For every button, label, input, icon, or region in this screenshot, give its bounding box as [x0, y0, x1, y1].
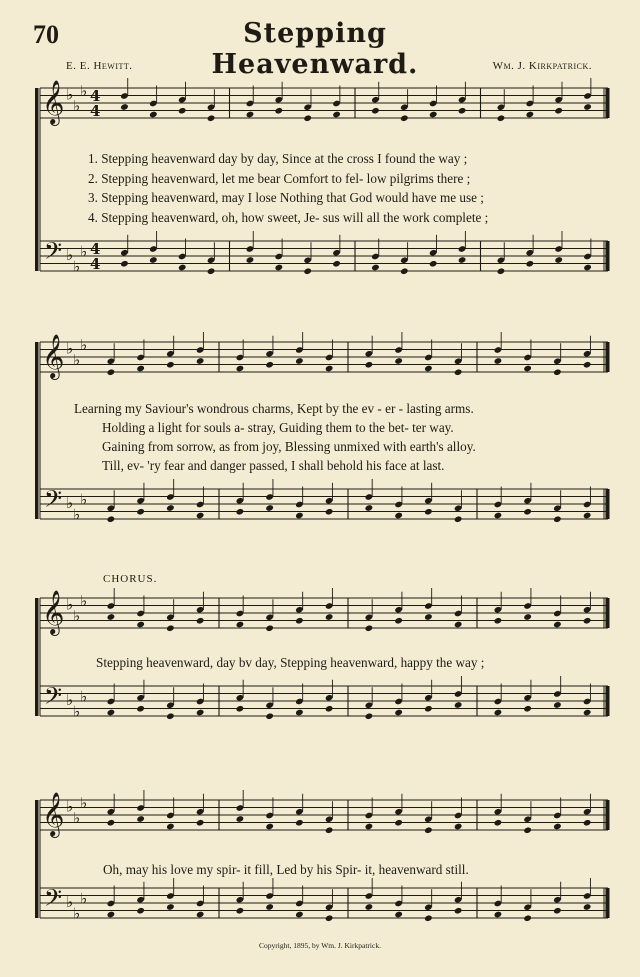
note-head — [136, 705, 145, 713]
note-head — [275, 264, 284, 272]
time-signature: 4 — [90, 240, 101, 258]
note-head — [424, 914, 433, 922]
note-head — [149, 256, 158, 264]
note-head — [303, 267, 312, 275]
note-head — [265, 361, 274, 369]
note-head — [494, 512, 503, 520]
note-head — [295, 357, 304, 365]
bass-clef-icon: 𝄢 — [44, 682, 63, 715]
note-head — [523, 914, 532, 922]
flat-icon: ♭ — [73, 257, 81, 276]
note-head — [325, 365, 334, 373]
note-head — [136, 365, 145, 373]
note-head — [196, 357, 205, 365]
note-head — [166, 624, 175, 632]
note-head — [178, 107, 187, 115]
note-head — [365, 712, 374, 720]
flat-icon: ♭ — [80, 793, 88, 812]
note-head — [365, 504, 374, 512]
note-head — [553, 701, 562, 709]
note-head — [494, 819, 503, 827]
note-head — [107, 613, 116, 621]
note-head — [454, 701, 463, 709]
note-head — [365, 361, 374, 369]
note-head — [494, 709, 503, 717]
note-head — [236, 365, 245, 373]
note-head — [497, 267, 506, 275]
note-head — [553, 368, 562, 376]
note-head — [554, 107, 563, 115]
verse-2-line: 2. Stepping heavenward, let me bear Comfort to fel- low pilgrims there ; — [88, 171, 471, 186]
composer-credit: Wm. J. Kirkpatrick. — [492, 60, 592, 72]
note-head — [400, 114, 409, 122]
note-head — [454, 907, 463, 915]
note-head — [494, 357, 503, 365]
note-head — [325, 613, 334, 621]
note-head — [265, 504, 274, 512]
chorus-line: Oh, may his love my spir- it fill, Led by his Spir- it, heavenward still. — [103, 862, 469, 877]
note-head — [196, 512, 205, 520]
flat-icon: ♭ — [73, 505, 81, 524]
flat-icon: ♭ — [80, 81, 88, 100]
note-head — [207, 114, 216, 122]
flat-icon: ♭ — [66, 893, 74, 911]
note-head — [523, 826, 532, 834]
note-head — [454, 368, 463, 376]
note-head — [325, 914, 334, 922]
note-head — [454, 823, 463, 831]
note-head — [394, 911, 403, 919]
system-bracket — [35, 88, 39, 271]
flat-icon: ♭ — [66, 494, 74, 512]
note-head — [325, 826, 334, 834]
note-head — [207, 267, 216, 275]
note-head — [295, 911, 304, 919]
note-head — [454, 621, 463, 629]
flat-icon: ♭ — [80, 490, 88, 509]
treble-clef-icon: 𝄞 — [42, 792, 65, 836]
note-head — [166, 712, 175, 720]
note-head — [583, 819, 592, 827]
note-head — [494, 911, 503, 919]
note-head — [236, 621, 245, 629]
note-head — [236, 815, 245, 823]
bass-clef-icon: 𝄢 — [44, 884, 63, 917]
note-head — [424, 826, 433, 834]
note-head — [196, 819, 205, 827]
note-head — [236, 907, 245, 915]
flat-icon: ♭ — [66, 595, 74, 614]
note-head — [107, 368, 116, 376]
note-head — [107, 911, 116, 919]
flat-icon: ♭ — [66, 85, 74, 104]
note-head — [424, 508, 433, 516]
note-head — [583, 903, 592, 911]
note-head — [553, 621, 562, 629]
note-head — [424, 613, 433, 621]
note-head — [429, 260, 438, 268]
verse-1-line: 1. Stepping heavenward day by day, Since at the cross I found the way ; — [88, 151, 468, 166]
note-head — [166, 823, 175, 831]
note-head — [365, 823, 374, 831]
note-head — [295, 617, 304, 625]
note-head — [236, 508, 245, 516]
note-head — [494, 617, 503, 625]
note-head — [454, 515, 463, 523]
note-head — [583, 512, 592, 520]
note-head — [583, 617, 592, 625]
note-head — [429, 111, 438, 119]
note-head — [265, 823, 274, 831]
note-head — [332, 111, 341, 119]
flat-icon: ♭ — [80, 889, 88, 908]
note-head — [196, 709, 205, 717]
note-head — [526, 111, 535, 119]
note-head — [394, 709, 403, 717]
note-head — [265, 903, 274, 911]
note-head — [583, 264, 592, 272]
note-head — [166, 903, 175, 911]
verse-3-line: 3. Stepping heavenward, may I lose Nothing that God would have me use ; — [88, 190, 484, 205]
note-head — [149, 111, 158, 119]
note-head — [136, 508, 145, 516]
note-head — [136, 907, 145, 915]
note-head — [325, 508, 334, 516]
treble-clef-icon: 𝄞 — [42, 334, 65, 378]
note-head — [236, 705, 245, 713]
note-head — [394, 819, 403, 827]
note-head — [583, 709, 592, 717]
note-head — [365, 903, 374, 911]
note-head — [523, 705, 532, 713]
flat-icon: ♭ — [80, 335, 88, 354]
treble-clef-icon: 𝄞 — [42, 590, 65, 634]
flat-icon: ♭ — [73, 808, 81, 827]
flat-icon: ♭ — [66, 246, 74, 264]
note-head — [365, 624, 374, 632]
note-head — [265, 624, 274, 632]
note-head — [107, 819, 116, 827]
treble-clef-icon: 𝄞 — [42, 80, 65, 124]
chorus-line: Stepping heavenward, day bv day, Stepping heavenward, happy the way ; — [96, 655, 485, 670]
note-head — [178, 264, 187, 272]
note-head — [394, 512, 403, 520]
note-head — [371, 107, 380, 115]
note-head — [553, 823, 562, 831]
system-bracket — [35, 342, 39, 519]
note-head — [295, 819, 304, 827]
lyricist-credit: E. E. Hewitt. — [66, 60, 133, 72]
note-head — [497, 114, 506, 122]
note-head — [553, 907, 562, 915]
note-head — [120, 260, 129, 268]
note-head — [424, 705, 433, 713]
flat-icon: ♭ — [80, 687, 88, 706]
flat-icon: ♭ — [73, 350, 81, 369]
note-head — [166, 504, 175, 512]
note-head — [196, 911, 205, 919]
note-head — [295, 709, 304, 717]
song-title: Stepping Heavenward. — [211, 18, 419, 80]
note-head — [265, 712, 274, 720]
note-head — [136, 815, 145, 823]
flat-icon: ♭ — [66, 339, 74, 358]
flat-icon: ♭ — [80, 591, 88, 610]
bass-clef-icon: 𝄢 — [44, 237, 63, 270]
verse-4-line: 4. Stepping heavenward, oh, how sweet, Je- sus will all the work complete ; — [88, 210, 489, 225]
note-head — [246, 111, 255, 119]
note-head — [400, 267, 409, 275]
note-head — [303, 114, 312, 122]
note-head — [246, 256, 255, 264]
note-head — [196, 617, 205, 625]
note-head — [295, 512, 304, 520]
note-head — [166, 361, 175, 369]
time-signature: 4 — [90, 87, 101, 105]
system-bracket — [35, 800, 39, 918]
time-signature: 4 — [90, 255, 101, 273]
note-head — [583, 361, 592, 369]
chorus-label: CHORUS. — [103, 573, 158, 585]
flat-icon: ♭ — [73, 96, 81, 115]
note-head — [458, 256, 467, 264]
note-head — [275, 107, 284, 115]
note-head — [371, 264, 380, 272]
note-head — [458, 107, 467, 115]
system-bracket — [35, 598, 39, 716]
time-signature: 4 — [90, 102, 101, 120]
note-head — [332, 260, 341, 268]
note-head — [120, 103, 129, 111]
page-number: 70 — [33, 20, 59, 49]
copyright-notice: Copyright, 1895, by Wm. J. Kirkpatrick. — [259, 941, 381, 950]
note-head — [554, 256, 563, 264]
note-head — [553, 515, 562, 523]
verse-3-line: Gaining from sorrow, as from joy, Blessing unmixed with earth's alloy. — [102, 439, 476, 454]
note-head — [523, 613, 532, 621]
note-head — [526, 260, 535, 268]
flat-icon: ♭ — [66, 691, 74, 709]
note-head — [424, 365, 433, 373]
note-head — [523, 508, 532, 516]
flat-icon: ♭ — [73, 606, 81, 625]
verse-2-line: Holding a light for souls a- stray, Guiding them to the bet- ter way. — [102, 420, 454, 435]
note-head — [583, 103, 592, 111]
note-head — [136, 621, 145, 629]
note-head — [394, 617, 403, 625]
flat-icon: ♭ — [73, 702, 81, 721]
verse-1-line: Learning my Saviour's wondrous charms, Kept by the ev - er - lasting arms. — [74, 401, 474, 416]
bass-clef-icon: 𝄢 — [44, 485, 63, 518]
note-head — [523, 365, 532, 373]
note-head — [107, 709, 116, 717]
note-head — [107, 515, 116, 523]
note-head — [394, 357, 403, 365]
flat-icon: ♭ — [73, 904, 81, 923]
note-head — [325, 705, 334, 713]
verse-4-line: Till, ev- 'ry fear and danger passed, I shall behold his face at last. — [102, 458, 445, 473]
flat-icon: ♭ — [66, 797, 74, 816]
flat-icon: ♭ — [80, 242, 88, 261]
